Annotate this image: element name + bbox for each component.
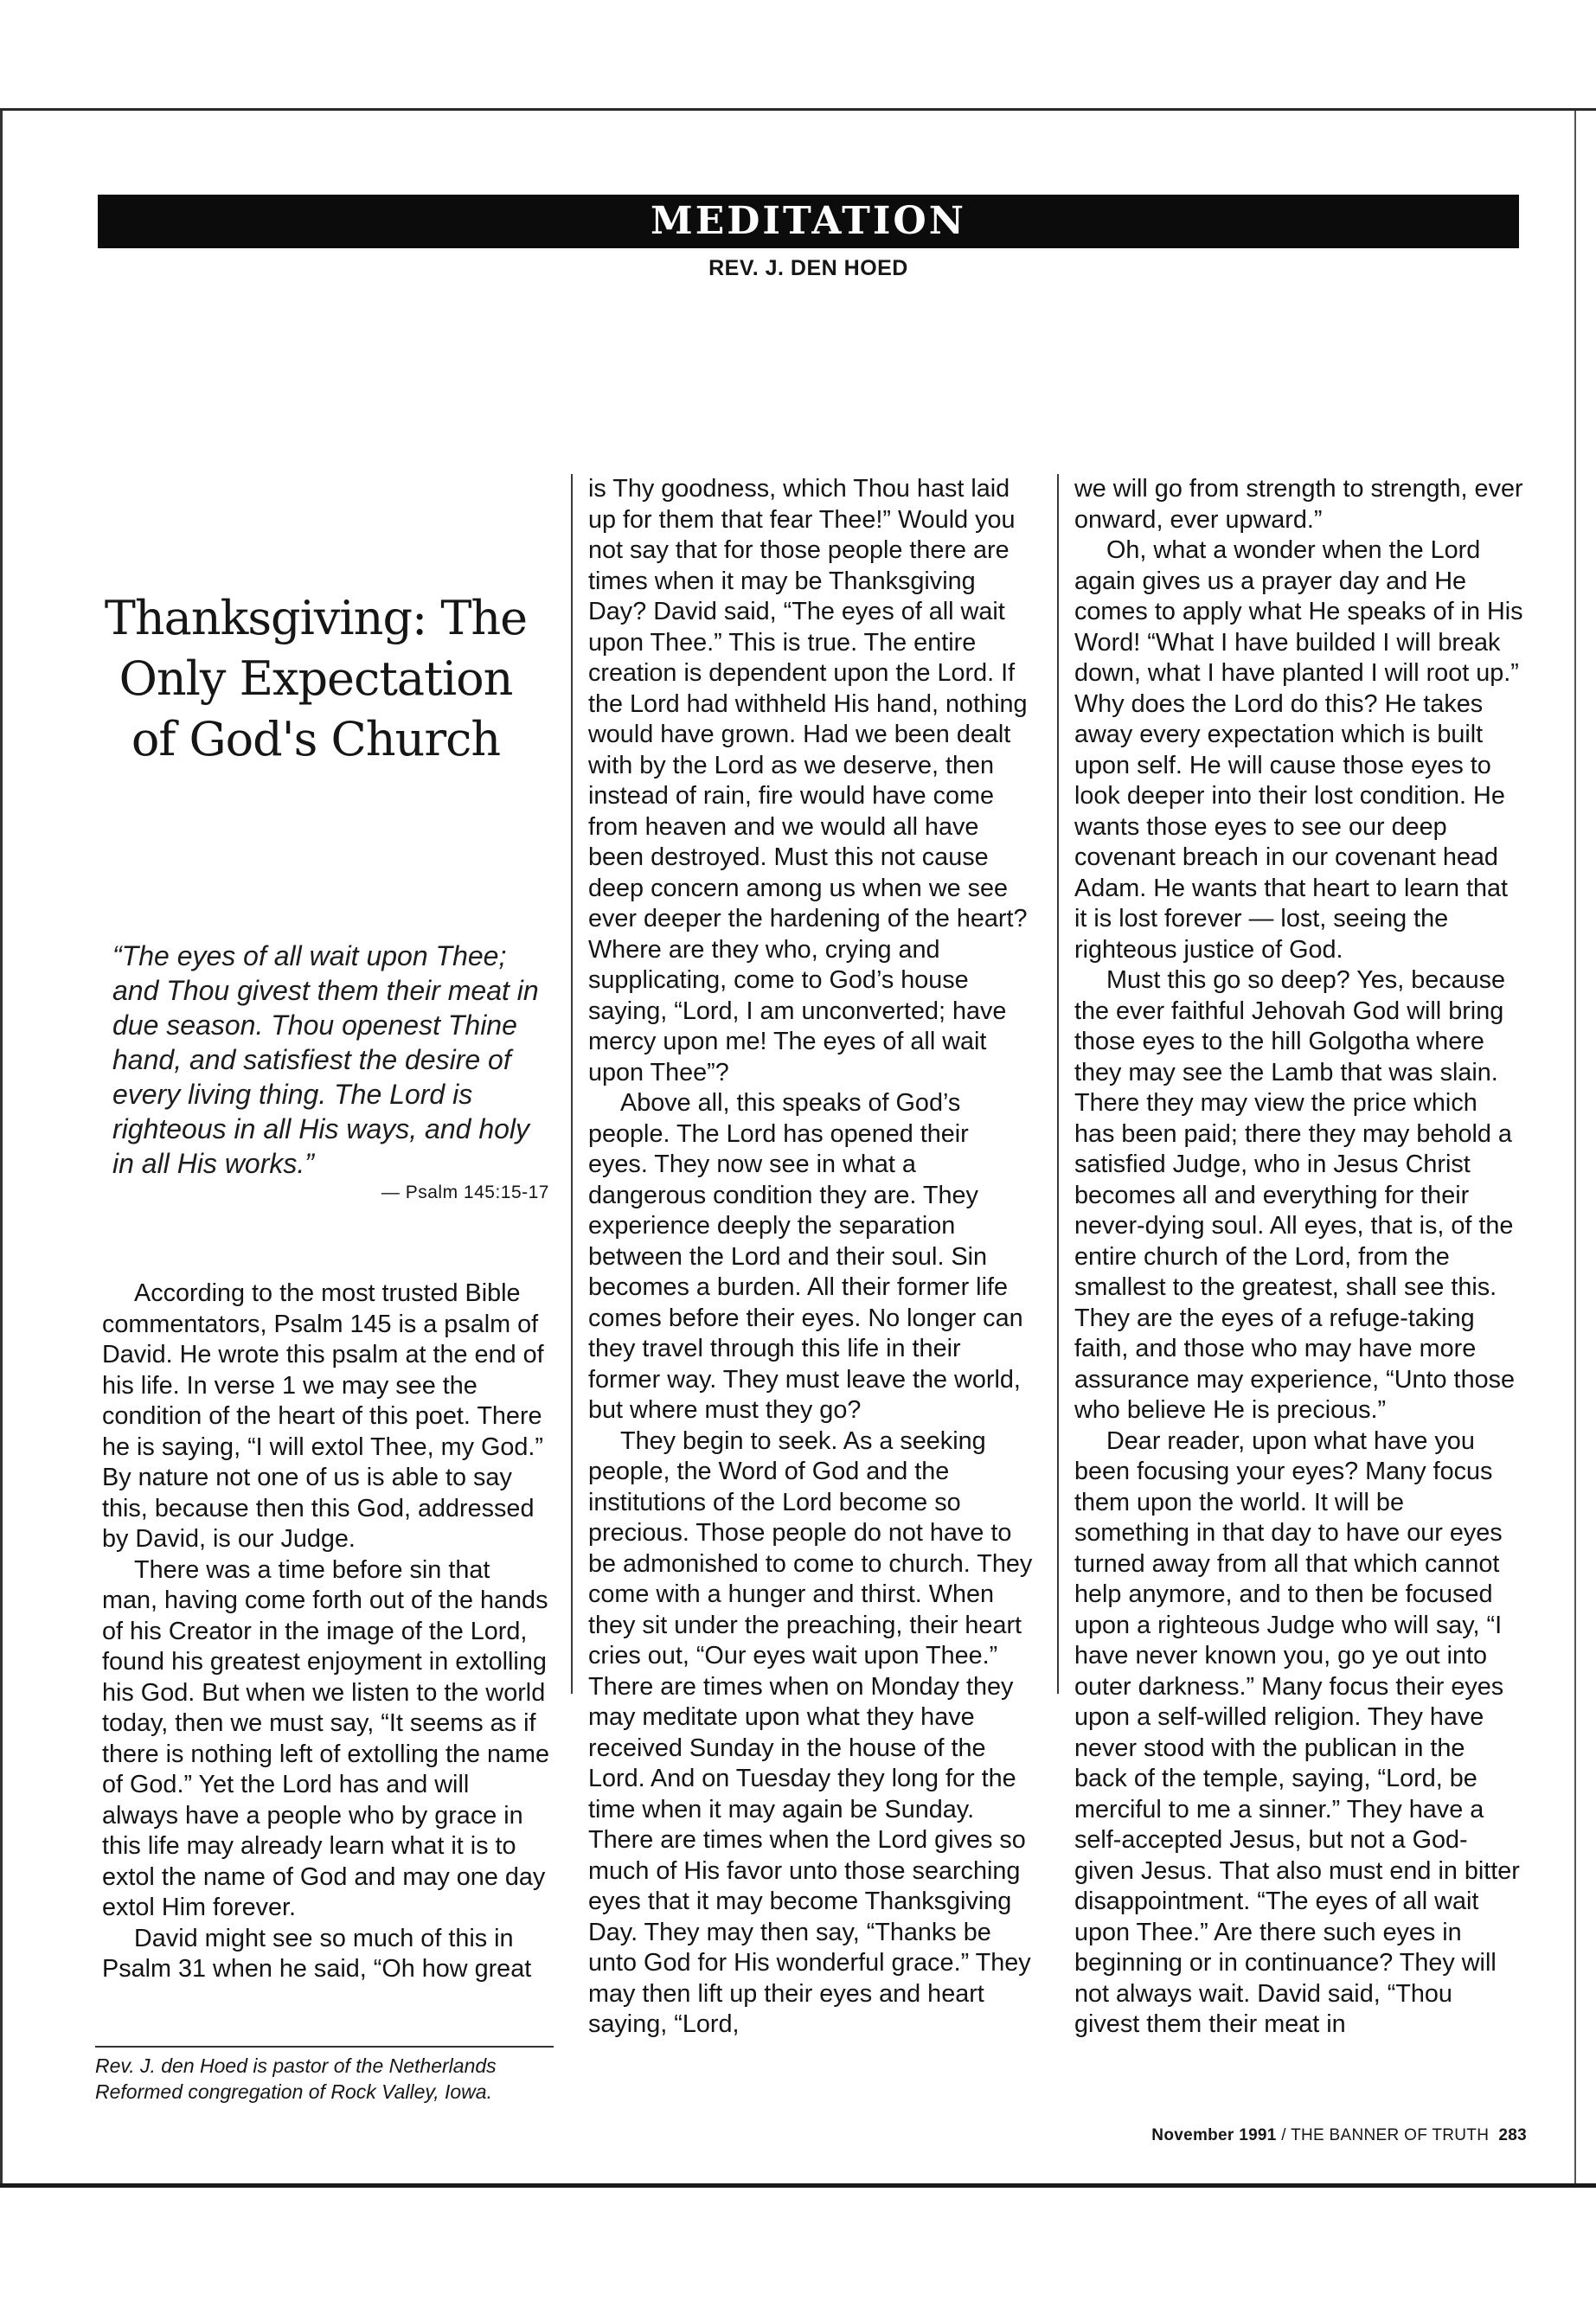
text-column-1: [102, 1279, 552, 1985]
section-banner: MEDITATION: [98, 195, 1519, 248]
page-number: 283: [1498, 2126, 1527, 2144]
paragraph: Dear reader, upon what have you been focusing your eyes? Many focus them upon the world. It will be something in that day to have our eyes turned away from all that which cannot help anymore, and to then be focused upon a righteous Judge who will say, “I have never known you, go ye out into outer darkness.” Many focus their eyes upon a self-willed religion. They have never stood with the publican in the back of the temple, saying, “Lord, be merciful to me a sinner.” They have a self-accepted Jesus, but not a God-given Jesus. That also must end in bitter disappointment. “The eyes of all wait upon Thee.” Are there such eyes in beginning or in continuance? They will not always wait. David said, “Thou givest them their meat in: [1074, 1426, 1520, 2038]
paragraph: There was a time before sin that man, having come forth out of the hands of his Creator in the image of the Lord, found his greatest enjoyment in extolling his God. But when we listen to the world today, then we must say, “It seems as if there is nothing left of extolling the name of God.” Yet the Lord has and will always have a people who by grace in this life may already learn what it is to extol the name of God and may one day extol Him forever.: [102, 1555, 550, 1921]
page-right-edge: [1574, 111, 1576, 2183]
epigraph-quote: “The eyes of all wait upon Thee; and Thou givest them their meat in due season. Thou openest Thine hand, and satisfiest the desire of every living thing. The Lord is righteous in all His ways, and holy in all His works.”: [112, 940, 539, 1179]
page-top-edge: [0, 108, 1596, 111]
paragraph: They begin to seek. As a seeking people, the Word of God and the institutions of the Lord become so precious. Those people do not have to be admonished to come to church. They come with a hunger and thirst. When they sit under the preaching, their heart cries out, “Our eyes wait upon Thee.” There are times when on Monday they may meditate upon what they have received Sunday in the house of the Lord. And on Tuesday they long for the time when it may again be Sunday. There are times when the Lord gives so much of His favor unto those searching eyes that it may become Thanksgiving Day. They may then say, “Thanks be unto God for His wonderful grace.” They may then lift up their eyes and heart saying, “Lord,: [588, 1426, 1033, 2038]
byline: REV. J. DEN HOED: [708, 256, 908, 280]
footnote-divider: [95, 2046, 554, 2048]
page-bottom-edge: [0, 2183, 1596, 2188]
author-footnote: Rev. J. den Hoed is pastor of the Netherlands Reformed congregation of Rock Valley, Iowa.: [95, 2054, 497, 2103]
paragraph: David might see so much of this in Psalm 31 when he said, “Oh how great: [102, 1924, 532, 1983]
page-footer: [1125, 2126, 1527, 2145]
paragraph: According to the most trusted Bible commentators, Psalm 145 is a psalm of David. He wrote this psalm at the end of his life. In verse 1 we may see the condition of the heart of this poet. There he is saying, “I will extol Thee, my God.” By nature not one of us is able to say this, because then this God, addressed by David, is our Judge.: [102, 1279, 544, 1553]
paragraph: Above all, this speaks of God’s people. The Lord has opened their eyes. They now see in what a dangerous condition they are. They experience deeply the separation between the Lord and their soul. Sin becomes a burden. All their former life comes before their eyes. No longer can they travel through this life in their former way. They must leave the world, but where must they go?: [588, 1089, 1023, 1424]
paragraph: Must this go so deep? Yes, because the ever faithful Jehovah God will bring those eyes to the hill Golgotha where they may see the Lamb that was slain. There they may view the price which has been paid; there they may behold a satisfied Judge, who in Jesus Christ becomes all and everything for their never-dying soul. All eyes, that is, of the entire church of the Lord, from the smallest to the greatest, shall see this. They are the eyes of a refuge-taking faith, and those who may have more assurance may experience, “Unto those who believe He is precious.”: [1074, 966, 1516, 1424]
text-column-3: [1074, 474, 1524, 2041]
issue-date: November 1991: [1151, 2126, 1277, 2144]
footer-separator: /: [1276, 2126, 1292, 2144]
paragraph: is Thy goodness, which Thou hast laid up for them that fear Thee!” Would you not say that for those people there are times when it may be Thanksgiving Day? David said, “The eyes of all wait upon Thee.” This is true. The entire creation is dependent upon the Lord. If the Lord had withheld His hand, nothing would have grown. Had we been dealt with by the Lord as we deserve, then instead of rain, fire would have come from heaven and we would all have been destroyed. Must this not cause deep concern among us when we see ever deeper the hardening of the heart? Where are they who, crying and supplicating, come to God’s house saying, “Lord, I am unconverted; have mercy upon me! The eyes of all wait upon Thee”?: [588, 475, 1028, 1086]
article-title: Thanksgiving: The Only Expectation of God's Church: [104, 591, 528, 766]
column-divider: [571, 474, 573, 1694]
paragraph: we will go from strength to strength, ever onward, ever upward.”: [1074, 475, 1523, 534]
epigraph-reference: — Psalm 145:15-17: [381, 1183, 549, 1202]
page-left-edge: [0, 111, 3, 2183]
column-divider: [1057, 474, 1059, 1694]
paragraph: Oh, what a wonder when the Lord again gives us a prayer day and He comes to apply what He speaks of in His Word! “What I have builded I will break down, what I have planted I will root up.” Why does the Lord do this? He takes away every expectation which is built upon self. He will cause those eyes to look deeper into their lost condition. He wants those eyes to see our deep covenant breach in our covenant head Adam. He wants that heart to learn that it is lost forever — lost, seeing the righteous justice of God.: [1074, 536, 1523, 964]
text-column-2: [588, 474, 1034, 2041]
publication-name: THE BANNER OF TRUTH: [1291, 2126, 1490, 2144]
